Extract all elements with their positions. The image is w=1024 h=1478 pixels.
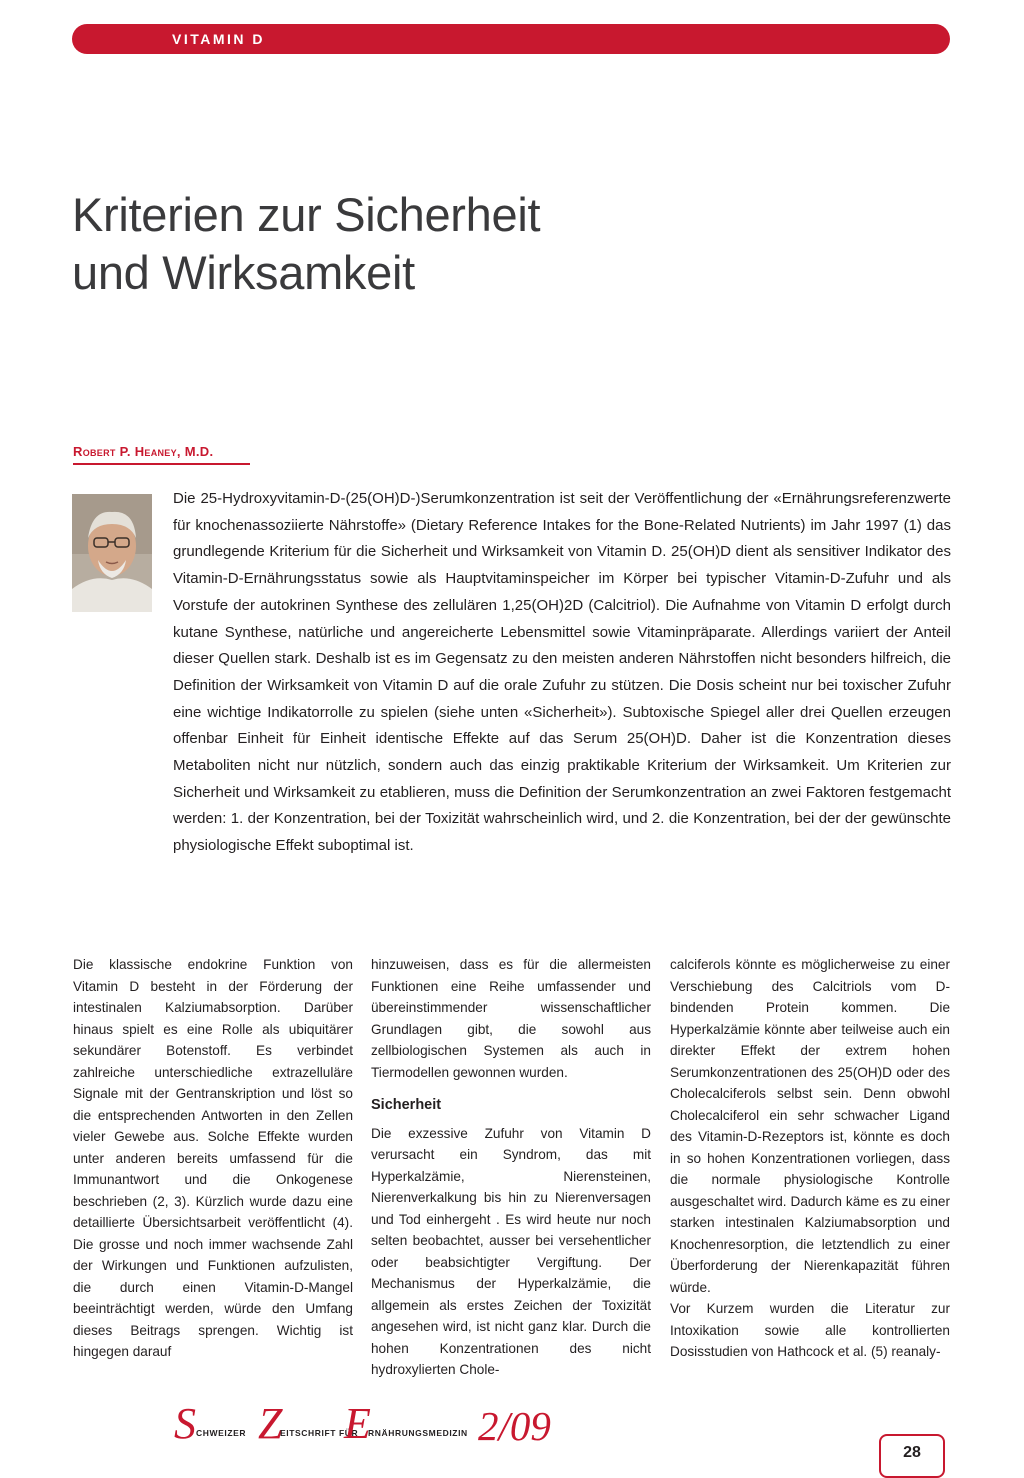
journal-footer	[174, 1399, 894, 1452]
body-paragraph: hinzuweisen, dass es für die allermeisten Funktionen eine Reihe umfassender und übereinstimmender wissenschaftlicher Grundlagen gibt, die sowohl aus zellbiologischen Systemen als auch in Tiermodellen gewonnen wurden.	[371, 957, 651, 1080]
body-paragraph: Die klassische endokrine Funktion von Vitamin D besteht in der Förderung der intestinalen Kalziumabsorption. Darüber hinaus spielt es eine Rolle als ubiquitärer sekundärer Botenstoff. Es verbindet zahlreiche unterschiedliche extrazelluläre Signale mit der Gentranskription und löst so die entsprechenden Antworten in den Zellen vieler Gewebe aus. Solche Effekte wurden unter anderen bereits umfassend für die Immunantwort und die Onkogenese beschrieben (2, 3). Kürzlich wurde dazu eine detaillierte Übersichtsarbeit veröffentlicht (4). Die grosse und noch immer wachsende Zahl der Wirkungen und Funktionen aufzulisten, die durch einen Vitamin-D-Mangel beeinträchtigt werden, würde den Umfang dieses Beitrags sprengen. Wichtig ist hingegen darauf	[73, 957, 353, 1359]
author-underline	[73, 463, 250, 465]
journal-logo-letter-e: E	[344, 1399, 371, 1448]
abstract-text: Die 25-Hydroxyvitamin-D-(25(OH)D-)Serumkonzentration ist seit der Veröffentlichung der «Ernährungsreferenzwerte für knochenassoziierte Nährstoffe» (Dietary Reference Intakes for the Bone-Related Nutrients) im Jahr 1997 (1) das grundlegende Kriterium für die Sicherheit und Wirksamkeit von Vitamin D. 25(OH)D dient als sensitiver Indikator des Vitamin-D-Ernährungsstatus sowie als Hauptvitaminspeicher im Körper bei typischer Vitamin-D-Zufuhr und als Vorstufe der autokrinen Synthese des zellulären 1,25(OH)2D (Calcitriol). Die Aufnahme von Vitamin D erfolgt durch kutane Synthese, natürliche und angereicherte Lebensmittel sowie Vitaminpräparate. Allerdings variiert der Anteil dieser Quellen stark. Deshalb ist es im Gegensatz zu den meisten anderen Nährstoffen nicht besonders hilfreich, die Definition der Wirksamkeit von Vitamin D auf die orale Zufuhr zu stützen. Die Dosis scheint nur bei toxischer Zufuhr eine wichtige Indikatorrolle zu spielen (siehe unten «Sicherheit»). Subtoxische Spiegel aller drei Quellen erzeugen offenbar Einheit für Einheit identische Effekte auf das Serum 25(OH)D. Daher ist die Konzentration dieses Metaboliten nicht nur nützlich, sondern auch das einzig praktikable Kriterium der Wirksamkeit. Um Kriterien zur Sicherheit und Wirksamkeit zu etablieren, muss die Definition der Serumkonzentration an zwei Faktoren festgemacht werden: 1. der Konzentration, bei der Toxizität wahrscheinlich wird, und 2. die Konzentration, bei der der gewünschte physiologische Effekt suboptimal ist.	[173, 490, 951, 855]
body-column-3	[670, 954, 950, 1363]
body-paragraph: Die exzessive Zufuhr von Vitamin D verursacht ein Syndrom, das mit Hyperkalzämie, Nierensteinen, Nierenverkalkung bis hin zu Nierenversagen und Tod einhergeht . Es wird heute nur noch selten beobachtet, ausser bei versehentlicher oder beabsichtigter Vergiftung. Der Mechanismus der Hyperkalzämie, die allgemein als erstes Zeichen der Toxizität angesehen wird, ist nicht ganz klar. Durch die hohen Konzentrationen des nicht hydroxylierten Chole-	[371, 1125, 651, 1377]
journal-logo-word-z: EITSCHRIFT FÜR	[280, 1428, 359, 1438]
body-column-1	[73, 954, 353, 1363]
article-title	[72, 186, 772, 302]
article-title-line-1: Kriterien zur Sicherheit	[72, 188, 541, 241]
page-number: 28	[903, 1444, 921, 1461]
author-name: Robert P. Heaney, M.D.	[73, 444, 214, 459]
author-photo	[72, 494, 152, 612]
journal-logo-letter-z: Z	[258, 1399, 283, 1448]
section-heading-sicherheit: Sicherheit	[371, 1097, 442, 1113]
body-column-2	[371, 954, 651, 1381]
body-paragraph: Vor Kurzem wurden die Literatur zur Intoxikation sowie alle kontrollierten Dosisstudien von Hathcock et al. (5) reanaly-	[670, 1301, 950, 1359]
page-number-box	[879, 1434, 945, 1478]
journal-logo-word-e: RNÄHRUNGSMEDIZIN	[368, 1428, 468, 1438]
section-label: VITAMIN D	[172, 31, 266, 47]
journal-logo-letter-s: S	[174, 1399, 196, 1448]
journal-issue: 2/09	[478, 1403, 551, 1449]
journal-logo-word-s: CHWEIZER	[196, 1428, 247, 1438]
body-paragraph: calciferols könnte es möglicherweise zu einer Verschiebung des Calcitriols vom D-bindenden Protein kommen. Die Hyperkalzämie könnte aber teilweise auch ein direkter Effekt der extrem hohen Serumkonzentrationen des 25(OH)D oder des Cholecalciferols selbst sein. Denn obwohl Cholecalciferol ein sehr schwacher Ligand des Vitamin-D-Rezeptors ist, könnte es doch in so hohen Konzentrationen vorliegen, dass die normale physiologische Kontrolle ausgeschaltet wird. Dadurch käme es zu einer starken intestinalen Kalziumabsorption und Knochenresorption, die letztendlich zu einer Überforderung der Nierenkapazität führen würde.	[670, 957, 950, 1295]
section-header-bar	[72, 24, 950, 54]
article-abstract	[173, 486, 951, 860]
article-title-line-2: und Wirksamkeit	[72, 246, 415, 299]
